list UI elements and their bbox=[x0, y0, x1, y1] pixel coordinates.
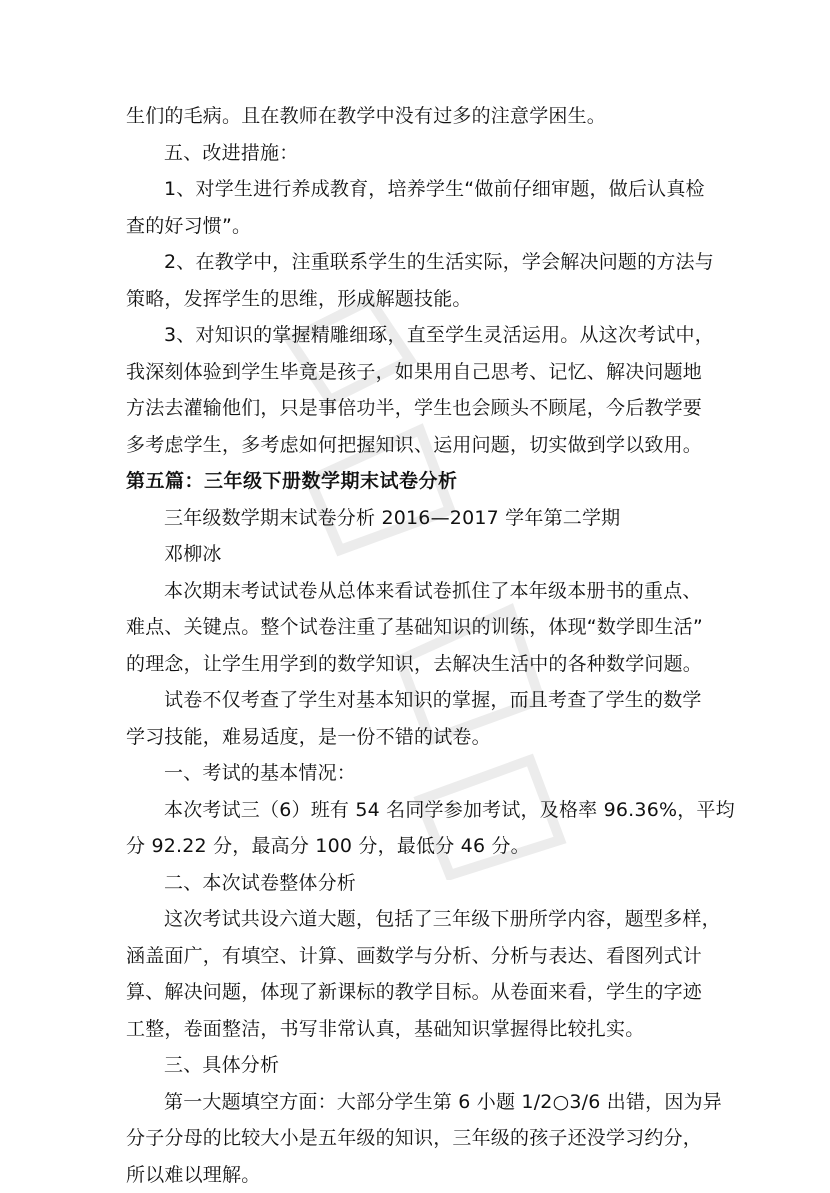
paragraph-line: 所以难以理解。 bbox=[126, 1157, 716, 1193]
paragraph-line: 多考虑学生，多考虑如何把握知识、运用问题，切实做到学以致用。 bbox=[126, 427, 716, 464]
paragraph-line: 工整，卷面整洁，书写非常认真，基础知识掌握得比较扎实。 bbox=[126, 1011, 716, 1048]
paragraph-line: 查的好习惯”。 bbox=[126, 208, 716, 245]
paragraph-line: 这次考试共设六道大题，包括了三年级下册所学内容，题型多样， bbox=[126, 901, 716, 938]
paragraph-line: 试卷不仅考查了学生对基本知识的掌握，而且考查了学生的数学 bbox=[126, 682, 716, 719]
paragraph-line: 方法去灌输他们，只是事倍功半，学生也会顾头不顾尾，今后教学要 bbox=[126, 390, 716, 427]
paragraph-line: 生们的毛病。且在教师在教学中没有过多的注意学困生。 bbox=[126, 98, 716, 135]
paragraph-line: 难点、关键点。整个试卷注重了基础知识的训练，体现“数学即生活” bbox=[126, 609, 716, 646]
paragraph-line: 2、在教学中，注重联系学生的生活实际，学会解决问题的方法与 bbox=[126, 244, 716, 281]
document-subtitle: 三年级数学期末试卷分析 2016—2017 学年第二学期 bbox=[126, 500, 716, 537]
improvement-heading: 五、改进措施： bbox=[126, 135, 716, 172]
paragraph-line: 学习技能，难易适度，是一份不错的试卷。 bbox=[126, 719, 716, 756]
paragraph-line: 的理念，让学生用学到的数学知识，去解决生活中的各种数学问题。 bbox=[126, 646, 716, 683]
paragraph-line: 本次考试三（6）班有 54 名同学参加考试，及格率 96.36%，平均 bbox=[126, 792, 716, 829]
subheading-basic-situation: 一、考试的基本情况： bbox=[126, 755, 716, 792]
paragraph-line: 第一大题填空方面：大部分学生第 6 小题 1/2○3/6 出错，因为异 bbox=[126, 1084, 716, 1121]
paragraph-line: 我深刻体验到学生毕竟是孩子，如果用自己思考、记忆、解决问题地 bbox=[126, 354, 716, 391]
subheading-specific-analysis: 三、具体分析 bbox=[126, 1047, 716, 1084]
subheading-overall-analysis: 二、本次试卷整体分析 bbox=[126, 865, 716, 902]
paragraph-line: 1、对学生进行养成教育，培养学生“做前仔细审题，做后认真检 bbox=[126, 171, 716, 208]
paragraph-line: 分子分母的比较大小是五年级的知识，三年级的孩子还没学习约分， bbox=[126, 1120, 716, 1157]
section-title: 第五篇：三年级下册数学期末试卷分析 bbox=[126, 463, 716, 500]
paragraph-line: 分 92.22 分，最高分 100 分，最低分 46 分。 bbox=[126, 828, 716, 865]
paragraph-line: 策略，发挥学生的思维，形成解题技能。 bbox=[126, 281, 716, 318]
paragraph-line: 算、解决问题，体现了新课标的教学目标。从卷面来看，学生的字迹 bbox=[126, 974, 716, 1011]
author-name: 邓柳冰 bbox=[126, 536, 716, 573]
paragraph-line: 本次期末考试试卷从总体来看试卷抓住了本年级本册书的重点、 bbox=[126, 573, 716, 610]
paragraph-line: 涵盖面广，有填空、计算、画数学与分析、分析与表达、看图列式计 bbox=[126, 938, 716, 975]
document-body bbox=[126, 98, 716, 1193]
paragraph-line: 3、对知识的掌握精雕细琢，直至学生灵活运用。从这次考试中， bbox=[126, 317, 716, 354]
